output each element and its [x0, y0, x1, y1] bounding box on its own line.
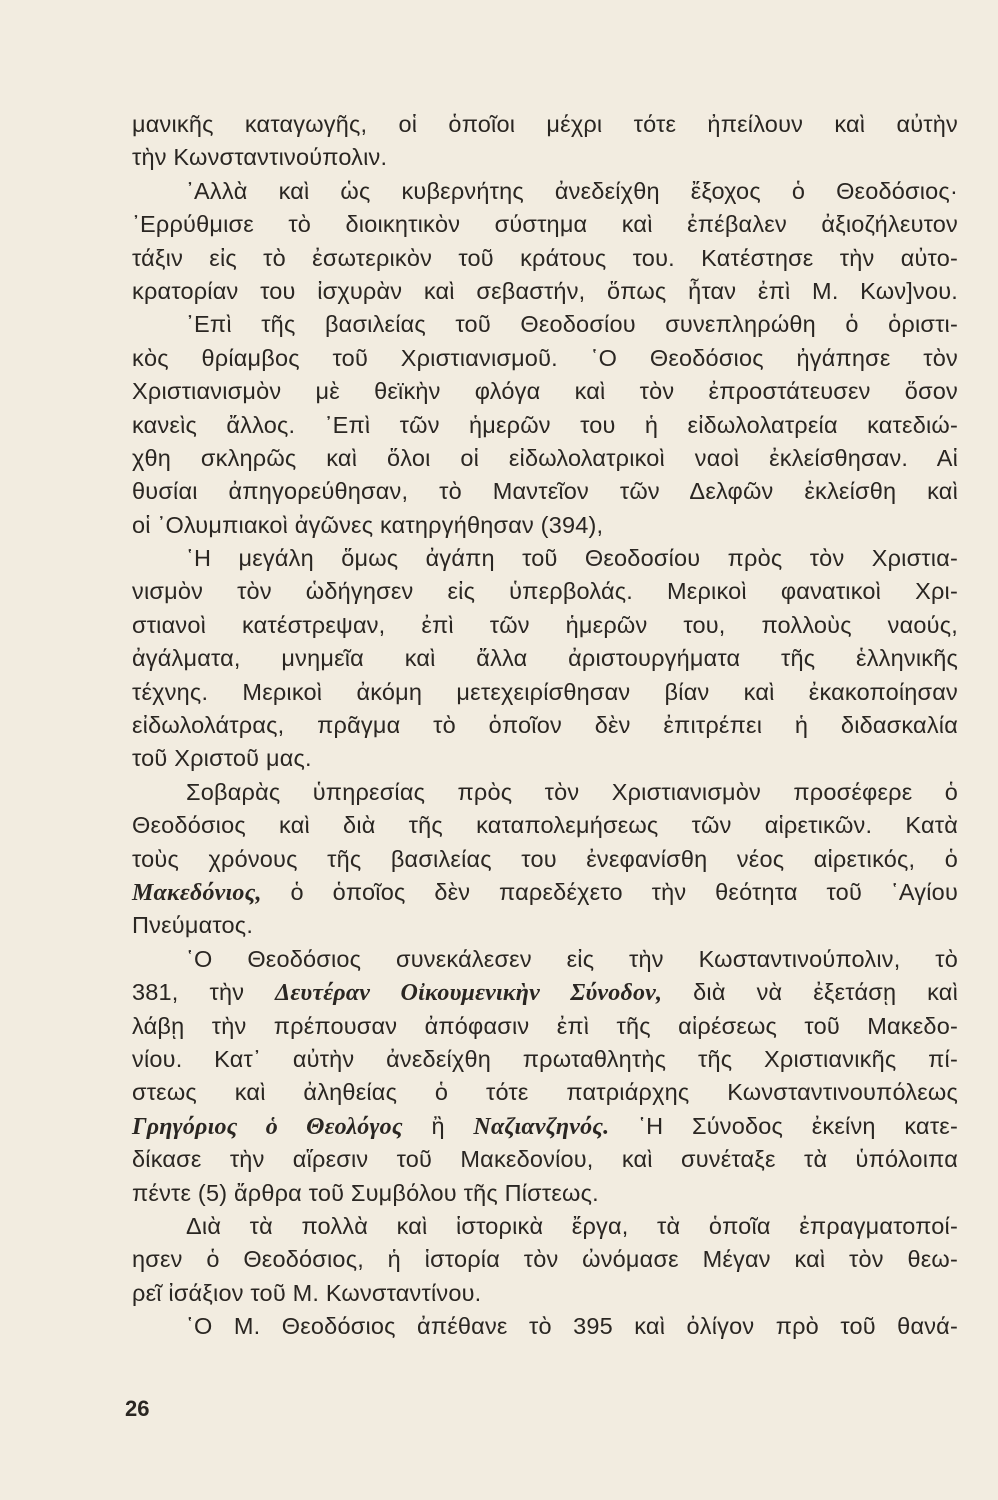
- text-line: κρατορίαν του ἰσχυρὰν καὶ σεβαστήν, ὅπως ἦταν ἐπὶ Μ. Κων]νου.: [132, 277, 958, 304]
- text-line: Διὰ τὰ πολλὰ καὶ ἱστορικὰ ἔργα, τὰ ὁποῖα ἐπραγματοποί-: [186, 1212, 958, 1239]
- emphasis-macedonius: Μακεδόνιος,: [132, 879, 262, 906]
- text-line: στιανοὶ κατέστρεψαν, ἐπὶ τῶν ἡμερῶν του, πολλοὺς ναούς,: [132, 611, 958, 638]
- text-line: οἱ ᾿Ολυμπιακοὶ ἀγῶνες κατηργήθησαν (394),: [132, 511, 604, 538]
- text-fragment: ἢ: [431, 1112, 445, 1139]
- text-fragment: διὰ νὰ ἐξετάσῃ καὶ: [693, 979, 959, 1006]
- text-line: Πνεύματος.: [132, 912, 254, 939]
- text-line: νίου. Κατ᾿ αὐτὴν ἀνεδείχθη πρωταθλητὴς τῆς Χριστιανικῆς πί-: [132, 1045, 958, 1072]
- text-line: θυσίαι ἀπηγορεύθησαν, τὸ Μαντεῖον τῶν Δελφῶν ἐκλείσθη καὶ: [132, 478, 958, 505]
- text-line: ᾿Ερρύθμισε τὸ διοικητικὸν σύστημα καὶ ἐπέβαλεν ἀξιοζήλευτον: [132, 211, 958, 238]
- emphasis-gregory: Γρηγόριος ὁ Θεολόγος: [132, 1113, 403, 1140]
- text-line: ῾Η μεγάλη ὅμως ἀγάπη τοῦ Θεοδοσίου πρὸς τὸν Χριστια-: [186, 545, 958, 572]
- text-line: ῾Ο Θεοδόσιος συνεκάλεσεν εἰς τὴν Κωσταντινούπολιν, τὸ: [186, 945, 958, 972]
- text-line-mixed: [132, 876, 958, 909]
- text-line: κὸς θρίαμβος τοῦ Χριστιανισμοῦ. ῾Ο Θεοδόσιος ἠγάπησε τὸν: [132, 344, 958, 371]
- text-line: εἰδωλολάτρας, πρᾶγμα τὸ ὁποῖον δὲν ἐπιτρέπει ἡ διδασκαλία: [132, 712, 958, 739]
- text-line: Σοβαρὰς ὑπηρεσίας πρὸς τὸν Χριστιανισμὸν προσέφερε ὁ: [186, 778, 958, 805]
- text-line: τέχνης. Μερικοὶ ἀκόμη μετεχειρίσθησαν βίαν καὶ ἐκακοποίησαν: [132, 678, 958, 705]
- text-line: στεως καὶ ἀληθείας ὁ τότε πατριάρχης Κωνσταντινουπόλεως: [132, 1079, 958, 1106]
- text-line: μανικῆς καταγωγῆς, οἱ ὁποῖοι μέχρι τότε ἠπείλουν καὶ αὐτὴν: [132, 111, 958, 137]
- text-line-mixed: [132, 1110, 958, 1143]
- text-line-mixed: [132, 976, 958, 1009]
- text-line: ᾿Επὶ τῆς βασιλείας τοῦ Θεοδοσίου συνεπληρώθη ὁ ὁριστι-: [186, 311, 958, 338]
- body-text: [132, 108, 958, 1343]
- text-line: λάβῃ τὴν πρέπουσαν ἀπόφασιν ἐπὶ τῆς αἱρέσεως τοῦ Μακεδο-: [132, 1012, 958, 1039]
- page-number: 26: [125, 1396, 150, 1421]
- text-line: χθη σκληρῶς καὶ ὅλοι οἱ εἰδωλολατρικοὶ ναοὶ ἐκλείσθησαν. Αἱ: [132, 444, 958, 471]
- text-line: τοὺς χρόνους τῆς βασιλείας του ἐνεφανίσθη νέος αἱρετικός, ὁ: [132, 845, 958, 872]
- text-fragment: ὁ ὁποῖος δὲν παρεδέχετο τὴν θεότητα τοῦ ῾Αγίου: [290, 878, 959, 905]
- text-line: ρεῖ ἰσάξιον τοῦ Μ. Κωνσταντίνου.: [132, 1279, 482, 1306]
- text-line: ῾Ο Μ. Θεοδόσιος ἀπέθανε τὸ 395 καὶ ὀλίγον πρὸ τοῦ θανά-: [186, 1313, 958, 1340]
- text-line: δίκασε τὴν αἵρεσιν τοῦ Μακεδονίου, καὶ συνέταξε τὰ ὑπόλοιπα: [132, 1146, 958, 1173]
- text-line: κανεὶς ἄλλος. ᾿Επὶ τῶν ἡμερῶν του ἡ εἰδωλολατρεία κατεδιώ-: [132, 411, 958, 438]
- text-line: τάξιν εἰς τὸ ἐσωτερικὸν τοῦ κράτους του. Κατέστησε τὴν αὐτο-: [132, 244, 958, 271]
- text-line: Θεοδόσιος καὶ διὰ τῆς καταπολεμήσεως τῶν αἱρετικῶν. Κατὰ: [132, 812, 958, 839]
- text-line: ἀγάλματα, μνημεῖα καὶ ἄλλα ἀριστουργήματα τῆς ἑλληνικῆς: [132, 645, 958, 672]
- emphasis-nazianzenus: Ναζιανζηνός.: [473, 1113, 610, 1140]
- text-line: πέντε (5) ἄρθρα τοῦ Συμβόλου τῆς Πίστεως.: [132, 1179, 599, 1206]
- text-fragment: 381, τὴν: [132, 979, 245, 1006]
- text-line: Χριστιανισμὸν μὲ θεϊκὴν φλόγα καὶ τὸν ἐπροστάτευσεν ὅσον: [132, 378, 958, 405]
- text-line: τὴν Κωνσταντινούπολιν.: [132, 144, 388, 171]
- text-line: τοῦ Χριστοῦ μας.: [132, 745, 312, 772]
- text-fragment: ῾Η Σύνοδος ἐκείνη κατε-: [638, 1112, 959, 1139]
- text-line: νισμὸν τὸν ὡδήγησεν εἰς ὑπερβολάς. Μερικοὶ φανατικοὶ Χρι-: [132, 578, 958, 605]
- emphasis-second-ecumenical-synod: Δευτέραν Οἰκουμενικὴν Σύνοδον,: [275, 980, 663, 1007]
- text-line: ᾿Αλλὰ καὶ ὡς κυβερνήτης ἀνεδείχθη ἔξοχος ὁ Θεοδόσιος·: [186, 177, 958, 204]
- text-line: ησεν ὁ Θεοδόσιος, ἡ ἱστορία τὸν ὠνόμασε Μέγαν καὶ τὸν θεω-: [132, 1246, 958, 1273]
